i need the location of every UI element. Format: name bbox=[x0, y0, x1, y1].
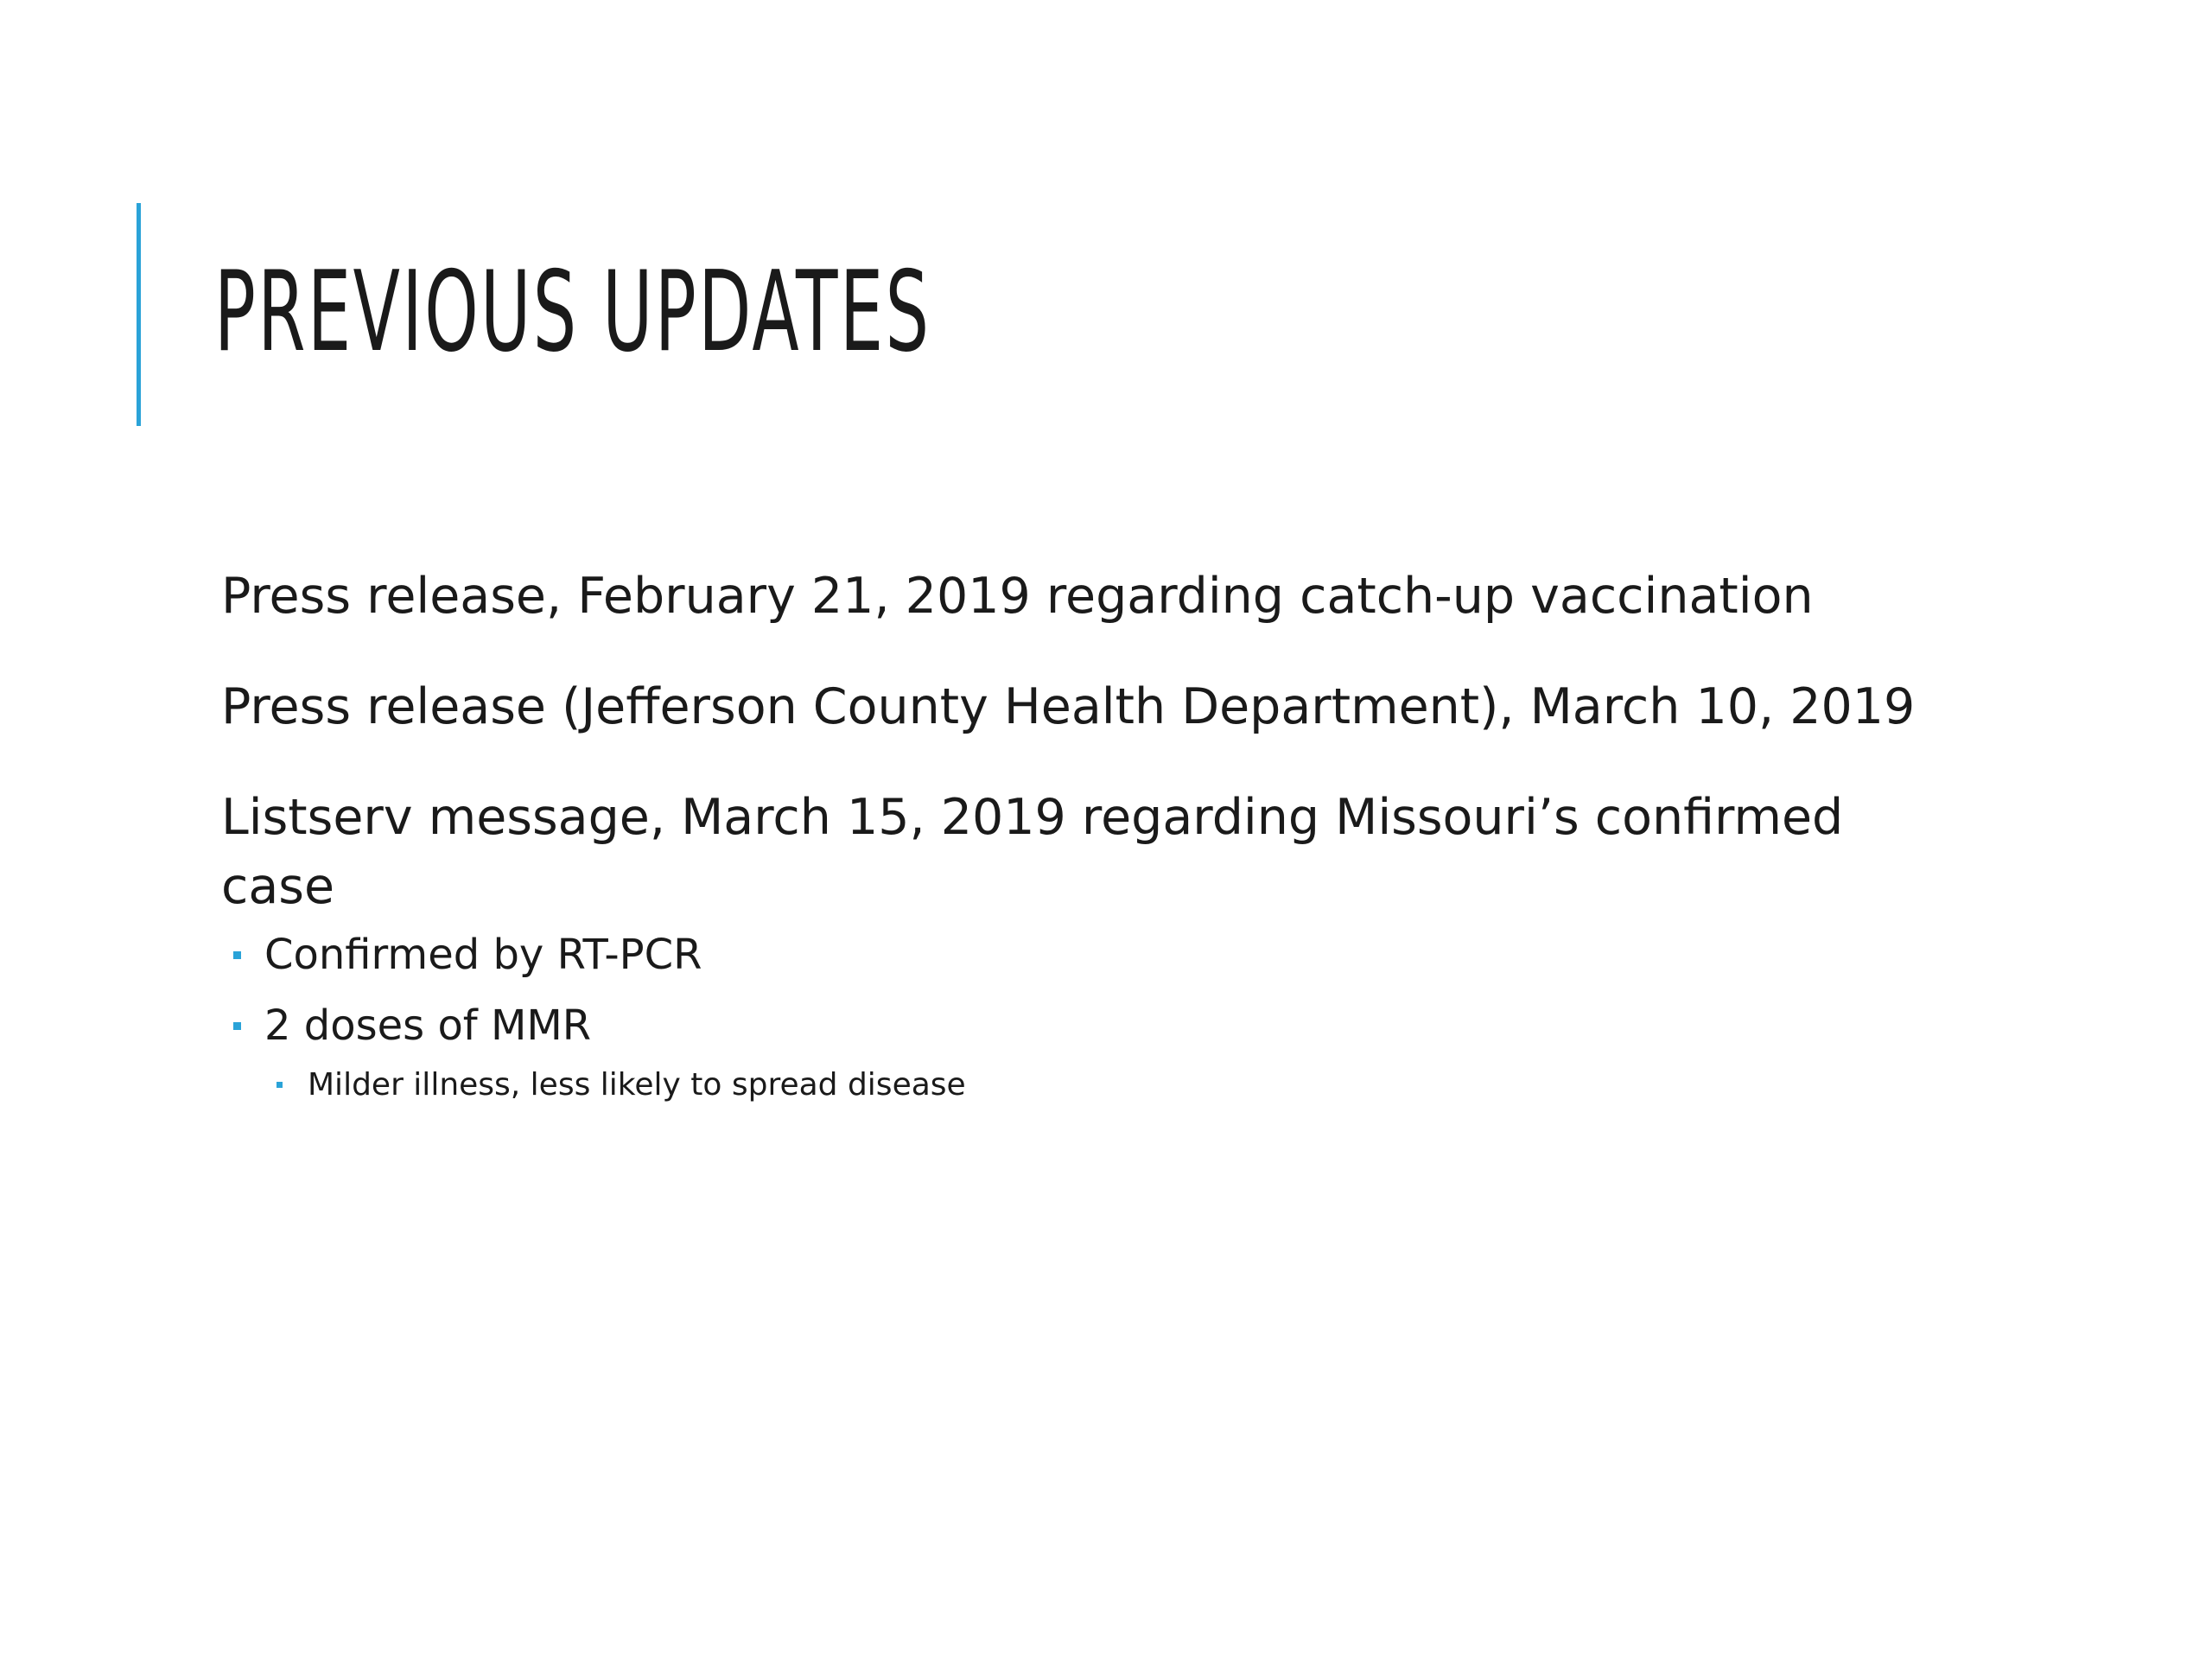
list-item bbox=[221, 926, 1949, 983]
slide-title: PREVIOUS UPDATES bbox=[214, 248, 931, 377]
slide-body bbox=[221, 562, 1949, 1108]
paragraph-listserv-message: Listserv message, March 15, 2019 regarding Missouri’s confirmed case bbox=[221, 789, 1859, 915]
sub-bullet-text: Milder illness, less likely to spread disease bbox=[308, 1067, 966, 1103]
square-bullet-icon bbox=[233, 1022, 241, 1030]
square-bullet-icon bbox=[276, 1082, 283, 1088]
sub-bullet-list bbox=[264, 1063, 1949, 1108]
paragraph-press-release-feb: Press release, February 21, 2019 regarding catch-up vaccination bbox=[221, 568, 1814, 625]
bullet-list bbox=[221, 926, 1949, 1108]
list-item bbox=[221, 997, 1949, 1108]
list-item bbox=[264, 1063, 1949, 1108]
bullet-text: 2 doses of MMR bbox=[264, 1001, 592, 1050]
bullet-text: Confirmed by RT-PCR bbox=[264, 931, 702, 979]
square-bullet-icon bbox=[233, 951, 241, 959]
title-accent-bar bbox=[137, 203, 141, 426]
paragraph-press-release-mar: Press release (Jefferson County Health Department), March 10, 2019 bbox=[221, 678, 1916, 735]
